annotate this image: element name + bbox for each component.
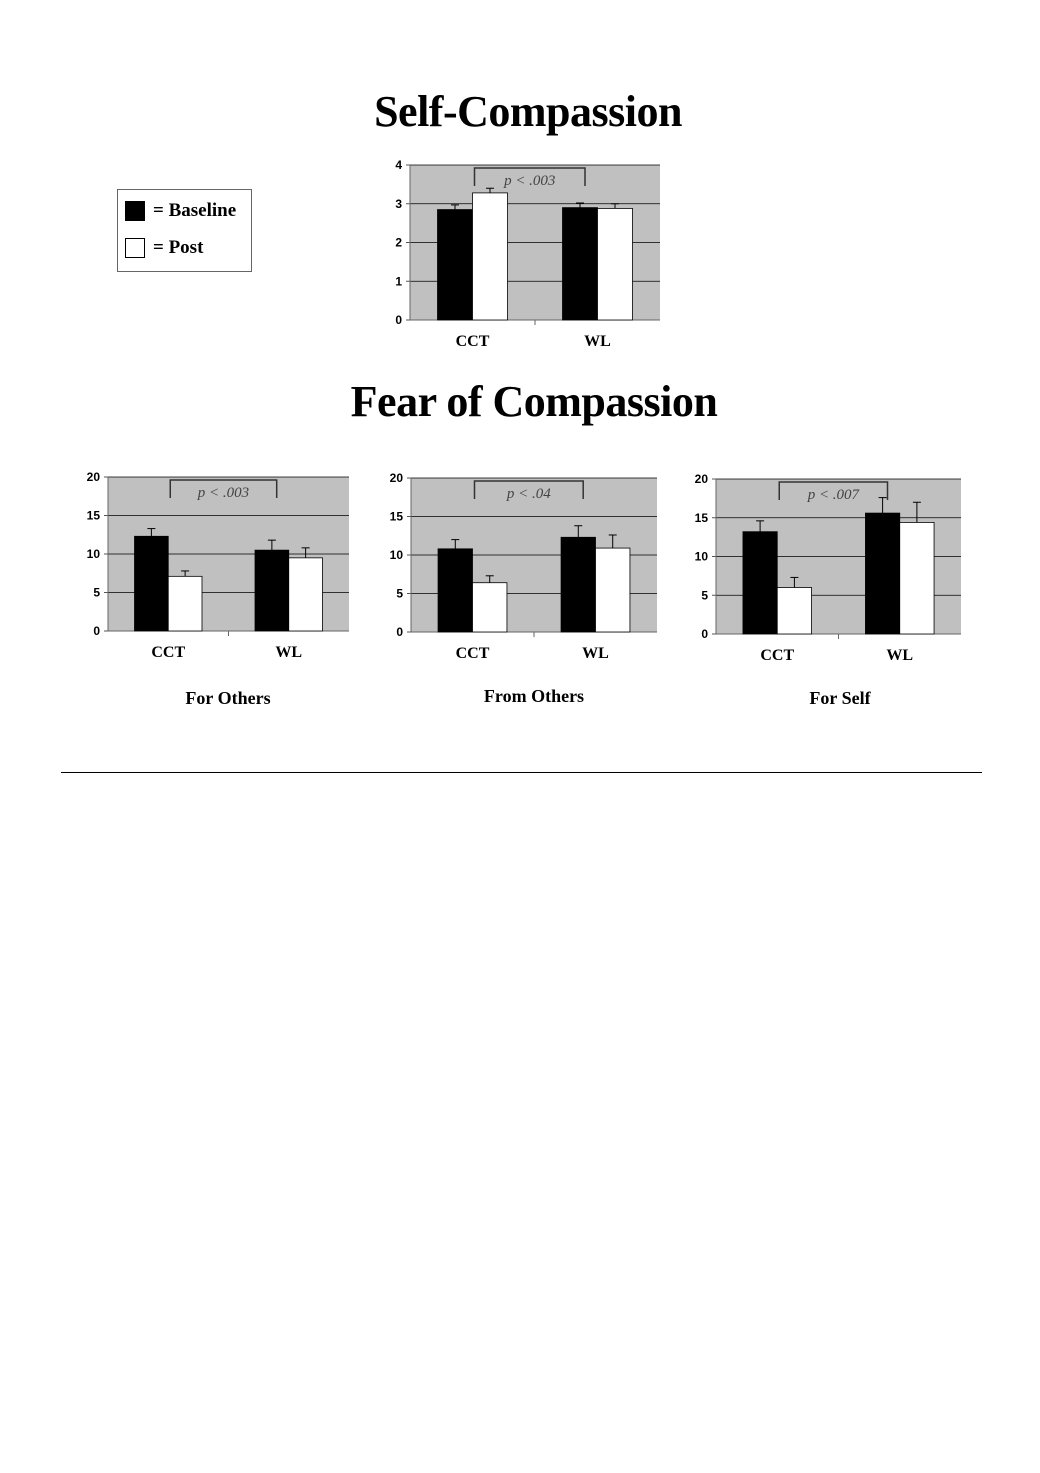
- baseline-swatch: [125, 201, 145, 221]
- x-tick-label: CCT: [760, 647, 795, 664]
- bar-baseline-cct: [743, 532, 777, 634]
- y-tick-label: 0: [93, 624, 100, 638]
- x-tick-label: CCT: [151, 644, 186, 661]
- bar-baseline-wl: [865, 513, 899, 634]
- x-tick-label: WL: [275, 644, 303, 661]
- bar-baseline-cct: [438, 549, 472, 632]
- bar-post-cct: [777, 588, 811, 635]
- self-compassion-chart: [372, 155, 670, 360]
- bar-post-wl: [598, 208, 633, 320]
- legend: [117, 189, 252, 272]
- x-tick-label: CCT: [455, 333, 490, 350]
- self-compassion-heading: Self-Compassion: [374, 87, 682, 136]
- y-tick-label: 0: [701, 627, 708, 641]
- x-tick-label: WL: [582, 645, 609, 662]
- y-tick-label: 5: [701, 588, 708, 603]
- bar-post-wl: [596, 548, 630, 632]
- bar-post-cct: [168, 576, 202, 631]
- bar-post-cct: [473, 583, 507, 632]
- for-others-chart: [70, 466, 359, 671]
- significance-label: p < .007: [807, 487, 860, 503]
- y-tick-label: 3: [395, 196, 402, 211]
- bar-post-wl: [900, 522, 934, 634]
- horizontal-rule: [61, 772, 982, 773]
- y-tick-label: 5: [396, 586, 403, 601]
- x-tick-label: WL: [886, 647, 914, 664]
- y-tick-label: 2: [395, 235, 402, 250]
- bar-post-cct: [473, 193, 508, 320]
- y-tick-label: 20: [389, 471, 403, 485]
- legend-item-post: [125, 237, 203, 259]
- legend-label-baseline: = Baseline: [153, 200, 237, 221]
- for-self-chart: [680, 469, 971, 674]
- legend-item-baseline: [125, 200, 236, 222]
- significance-label: p < .04: [506, 486, 551, 502]
- y-tick-label: 4: [395, 158, 402, 172]
- bar-baseline-cct: [438, 210, 473, 320]
- bar-post-wl: [289, 558, 323, 631]
- y-tick-label: 0: [396, 625, 403, 639]
- x-tick-label: CCT: [455, 645, 490, 662]
- y-tick-label: 1: [395, 274, 402, 289]
- significance-label: p < .003: [504, 173, 556, 189]
- bar-baseline-wl: [563, 208, 598, 320]
- y-tick-label: 10: [694, 549, 708, 564]
- y-tick-label: 20: [86, 470, 100, 484]
- caption-for-others: For Others: [185, 688, 271, 708]
- y-tick-label: 10: [389, 548, 403, 562]
- from-others-chart: [375, 467, 667, 672]
- y-tick-label: 0: [395, 313, 402, 327]
- significance-label: p < .003: [197, 485, 250, 501]
- bar-baseline-wl: [255, 550, 289, 631]
- y-tick-label: 20: [694, 472, 708, 486]
- bar-baseline-wl: [561, 537, 595, 632]
- y-tick-label: 5: [93, 585, 100, 600]
- y-tick-label: 15: [389, 509, 403, 524]
- x-tick-label: WL: [584, 333, 611, 350]
- y-tick-label: 10: [86, 547, 100, 561]
- caption-from-others: From Others: [483, 686, 585, 706]
- y-tick-label: 15: [694, 510, 708, 525]
- post-swatch: [125, 238, 145, 258]
- fear-of-compassion-heading: Fear of Compassion: [350, 377, 718, 426]
- bar-baseline-cct: [135, 536, 169, 631]
- y-tick-label: 15: [86, 508, 100, 523]
- caption-for-self: For Self: [809, 688, 871, 708]
- legend-label-post: = Post: [153, 237, 204, 258]
